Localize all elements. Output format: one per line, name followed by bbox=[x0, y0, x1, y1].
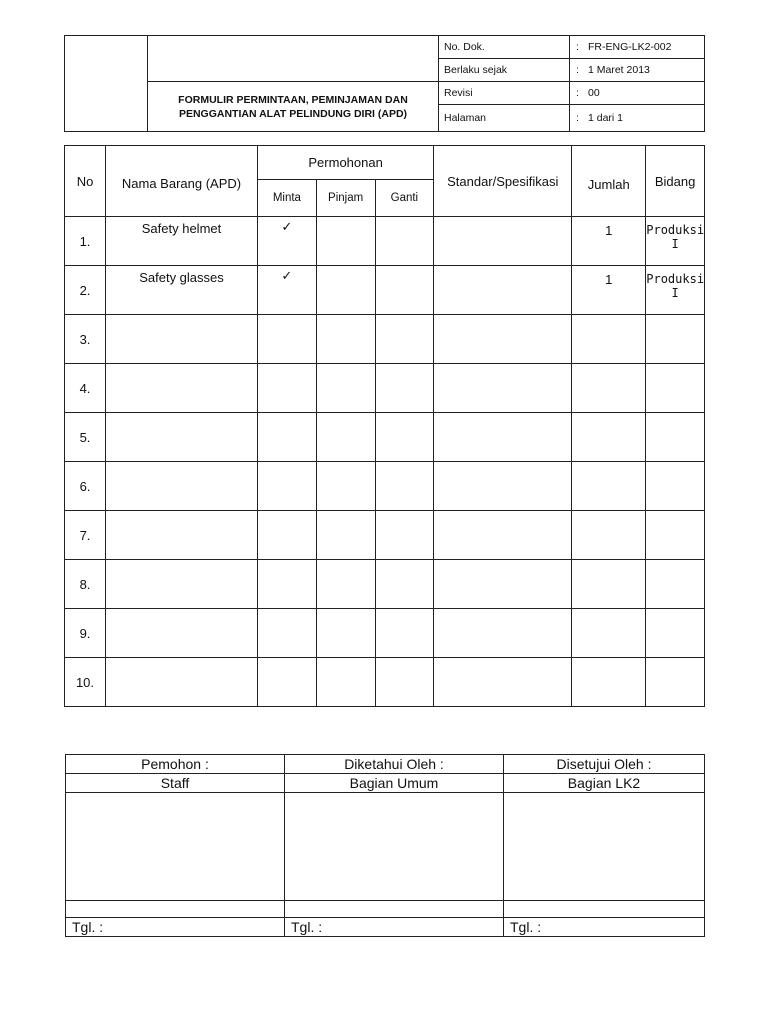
sig-title-diketahui: Diketahui Oleh : bbox=[285, 755, 504, 774]
row-standar[interactable] bbox=[434, 364, 572, 413]
row-ganti-check[interactable] bbox=[375, 560, 434, 609]
meta-value-berlaku: : 1 Maret 2013 bbox=[570, 59, 705, 82]
sig-role-pemohon: Staff bbox=[66, 774, 285, 793]
table-row bbox=[65, 560, 705, 609]
row-no: 5. bbox=[65, 413, 106, 462]
row-nama-barang[interactable]: Safety helmet bbox=[106, 217, 258, 266]
col-header-minta: Minta bbox=[258, 180, 317, 217]
col-header-bidang: Bidang bbox=[646, 146, 705, 217]
sig-space-pemohon[interactable] bbox=[66, 793, 285, 901]
sig-title-disetujui: Disetujui Oleh : bbox=[504, 755, 705, 774]
row-pinjam-check[interactable] bbox=[316, 266, 375, 315]
row-standar[interactable] bbox=[434, 560, 572, 609]
row-standar[interactable] bbox=[434, 413, 572, 462]
sig-name-pemohon[interactable] bbox=[66, 901, 285, 918]
row-ganti-check[interactable] bbox=[375, 609, 434, 658]
meta-label-halaman: Halaman bbox=[439, 105, 570, 132]
row-nama-barang[interactable] bbox=[106, 609, 258, 658]
row-no: 3. bbox=[65, 315, 106, 364]
row-no: 9. bbox=[65, 609, 106, 658]
sig-date-disetujui[interactable]: Tgl. : bbox=[504, 918, 705, 937]
row-minta-check[interactable] bbox=[258, 462, 317, 511]
row-standar[interactable] bbox=[434, 217, 572, 266]
table-row bbox=[65, 266, 705, 315]
sig-role-diketahui: Bagian Umum bbox=[285, 774, 504, 793]
row-no: 1. bbox=[65, 217, 106, 266]
row-minta-check[interactable]: ✓ bbox=[258, 217, 317, 266]
row-nama-barang[interactable]: Safety glasses bbox=[106, 266, 258, 315]
row-pinjam-check[interactable] bbox=[316, 609, 375, 658]
logo-placeholder bbox=[65, 36, 148, 132]
row-no: 2. bbox=[65, 266, 106, 315]
document-title: FORMULIR PERMINTAAN, PEMINJAMAN DAN PENGGANTIAN ALAT PELINDUNG DIRI (APD) bbox=[148, 82, 439, 132]
row-bidang[interactable] bbox=[646, 511, 705, 560]
row-ganti-check[interactable] bbox=[375, 658, 434, 707]
sig-title-pemohon: Pemohon : bbox=[66, 755, 285, 774]
row-jumlah[interactable] bbox=[572, 511, 646, 560]
row-bidang[interactable] bbox=[646, 560, 705, 609]
table-row bbox=[65, 658, 705, 707]
row-minta-check[interactable] bbox=[258, 560, 317, 609]
row-minta-check[interactable] bbox=[258, 413, 317, 462]
col-header-pinjam: Pinjam bbox=[316, 180, 375, 217]
table-body bbox=[65, 217, 705, 707]
row-jumlah[interactable] bbox=[572, 560, 646, 609]
table-row bbox=[65, 511, 705, 560]
row-minta-check[interactable] bbox=[258, 658, 317, 707]
meta-value-revisi: : 00 bbox=[570, 82, 705, 105]
row-no: 4. bbox=[65, 364, 106, 413]
row-bidang[interactable] bbox=[646, 462, 705, 511]
table-row bbox=[65, 413, 705, 462]
row-standar[interactable] bbox=[434, 266, 572, 315]
row-nama-barang[interactable] bbox=[106, 462, 258, 511]
row-jumlah[interactable]: 1 bbox=[572, 266, 646, 315]
row-nama-barang[interactable] bbox=[106, 413, 258, 462]
row-no: 6. bbox=[65, 462, 106, 511]
sig-role-disetujui: Bagian LK2 bbox=[504, 774, 705, 793]
row-ganti-check[interactable] bbox=[375, 364, 434, 413]
row-bidang[interactable] bbox=[646, 364, 705, 413]
meta-value-text: 00 bbox=[588, 87, 600, 99]
row-ganti-check[interactable] bbox=[375, 266, 434, 315]
row-jumlah[interactable]: 1 bbox=[572, 217, 646, 266]
sig-date-diketahui[interactable]: Tgl. : bbox=[285, 918, 504, 937]
row-nama-barang[interactable] bbox=[106, 658, 258, 707]
row-minta-check[interactable] bbox=[258, 511, 317, 560]
table-row bbox=[65, 364, 705, 413]
meta-label-revisi: Revisi bbox=[439, 82, 570, 105]
meta-value-text: 1 Maret 2013 bbox=[588, 64, 650, 76]
row-no: 8. bbox=[65, 560, 106, 609]
col-header-ganti: Ganti bbox=[375, 180, 434, 217]
row-standar[interactable] bbox=[434, 609, 572, 658]
row-ganti-check[interactable] bbox=[375, 511, 434, 560]
sig-space-diketahui[interactable] bbox=[285, 793, 504, 901]
row-nama-barang[interactable] bbox=[106, 364, 258, 413]
meta-value-text: 1 dari 1 bbox=[588, 112, 624, 124]
col-header-jumlah: Jumlah bbox=[572, 146, 646, 217]
row-ganti-check[interactable] bbox=[375, 217, 434, 266]
row-jumlah[interactable] bbox=[572, 315, 646, 364]
row-ganti-check[interactable] bbox=[375, 315, 434, 364]
row-jumlah[interactable] bbox=[572, 609, 646, 658]
row-minta-check[interactable]: ✓ bbox=[258, 266, 317, 315]
row-pinjam-check[interactable] bbox=[316, 217, 375, 266]
table-row bbox=[65, 217, 705, 266]
sig-date-pemohon[interactable]: Tgl. : bbox=[66, 918, 285, 937]
row-bidang[interactable] bbox=[646, 658, 705, 707]
col-header-permohonan: Permohonan bbox=[258, 146, 434, 180]
col-header-no: No bbox=[65, 146, 106, 217]
row-nama-barang[interactable] bbox=[106, 511, 258, 560]
row-minta-check[interactable] bbox=[258, 315, 317, 364]
row-ganti-check[interactable] bbox=[375, 413, 434, 462]
row-pinjam-check[interactable] bbox=[316, 364, 375, 413]
row-ganti-check[interactable] bbox=[375, 462, 434, 511]
row-standar[interactable] bbox=[434, 658, 572, 707]
meta-value-no-dok: : FR-ENG-LK2-002 bbox=[570, 36, 705, 59]
row-pinjam-check[interactable] bbox=[316, 560, 375, 609]
row-bidang[interactable] bbox=[646, 413, 705, 462]
row-pinjam-check[interactable] bbox=[316, 413, 375, 462]
table-row bbox=[65, 609, 705, 658]
row-jumlah[interactable] bbox=[572, 462, 646, 511]
row-nama-barang[interactable] bbox=[106, 560, 258, 609]
row-bidang[interactable]: Produksi I bbox=[646, 217, 705, 266]
table-row bbox=[65, 462, 705, 511]
apd-request-table bbox=[64, 145, 705, 707]
signature-table bbox=[65, 754, 705, 937]
meta-label-no-dok: No. Dok. bbox=[439, 36, 570, 59]
col-header-nama: Nama Barang (APD) bbox=[106, 146, 258, 217]
meta-label-berlaku: Berlaku sejak bbox=[439, 59, 570, 82]
row-standar[interactable] bbox=[434, 315, 572, 364]
row-jumlah[interactable] bbox=[572, 364, 646, 413]
sig-name-disetujui[interactable] bbox=[504, 901, 705, 918]
row-jumlah[interactable] bbox=[572, 413, 646, 462]
row-minta-check[interactable] bbox=[258, 364, 317, 413]
meta-value-halaman: : 1 dari 1 bbox=[570, 105, 705, 132]
row-standar[interactable] bbox=[434, 511, 572, 560]
row-pinjam-check[interactable] bbox=[316, 511, 375, 560]
row-bidang[interactable] bbox=[646, 315, 705, 364]
col-header-standar: Standar/Spesifikasi bbox=[434, 146, 572, 217]
meta-value-text: FR-ENG-LK2-002 bbox=[588, 41, 672, 53]
header-blank-cell bbox=[148, 36, 439, 82]
row-pinjam-check[interactable] bbox=[316, 315, 375, 364]
row-bidang[interactable]: Produksi I bbox=[646, 266, 705, 315]
sig-space-disetujui[interactable] bbox=[504, 793, 705, 901]
table-row bbox=[65, 315, 705, 364]
row-minta-check[interactable] bbox=[258, 609, 317, 658]
row-no: 10. bbox=[65, 658, 106, 707]
row-pinjam-check[interactable] bbox=[316, 658, 375, 707]
sig-name-diketahui[interactable] bbox=[285, 901, 504, 918]
row-jumlah[interactable] bbox=[572, 658, 646, 707]
row-no: 7. bbox=[65, 511, 106, 560]
row-standar[interactable] bbox=[434, 462, 572, 511]
row-pinjam-check[interactable] bbox=[316, 462, 375, 511]
row-bidang[interactable] bbox=[646, 609, 705, 658]
row-nama-barang[interactable] bbox=[106, 315, 258, 364]
document-header-table bbox=[64, 35, 705, 132]
